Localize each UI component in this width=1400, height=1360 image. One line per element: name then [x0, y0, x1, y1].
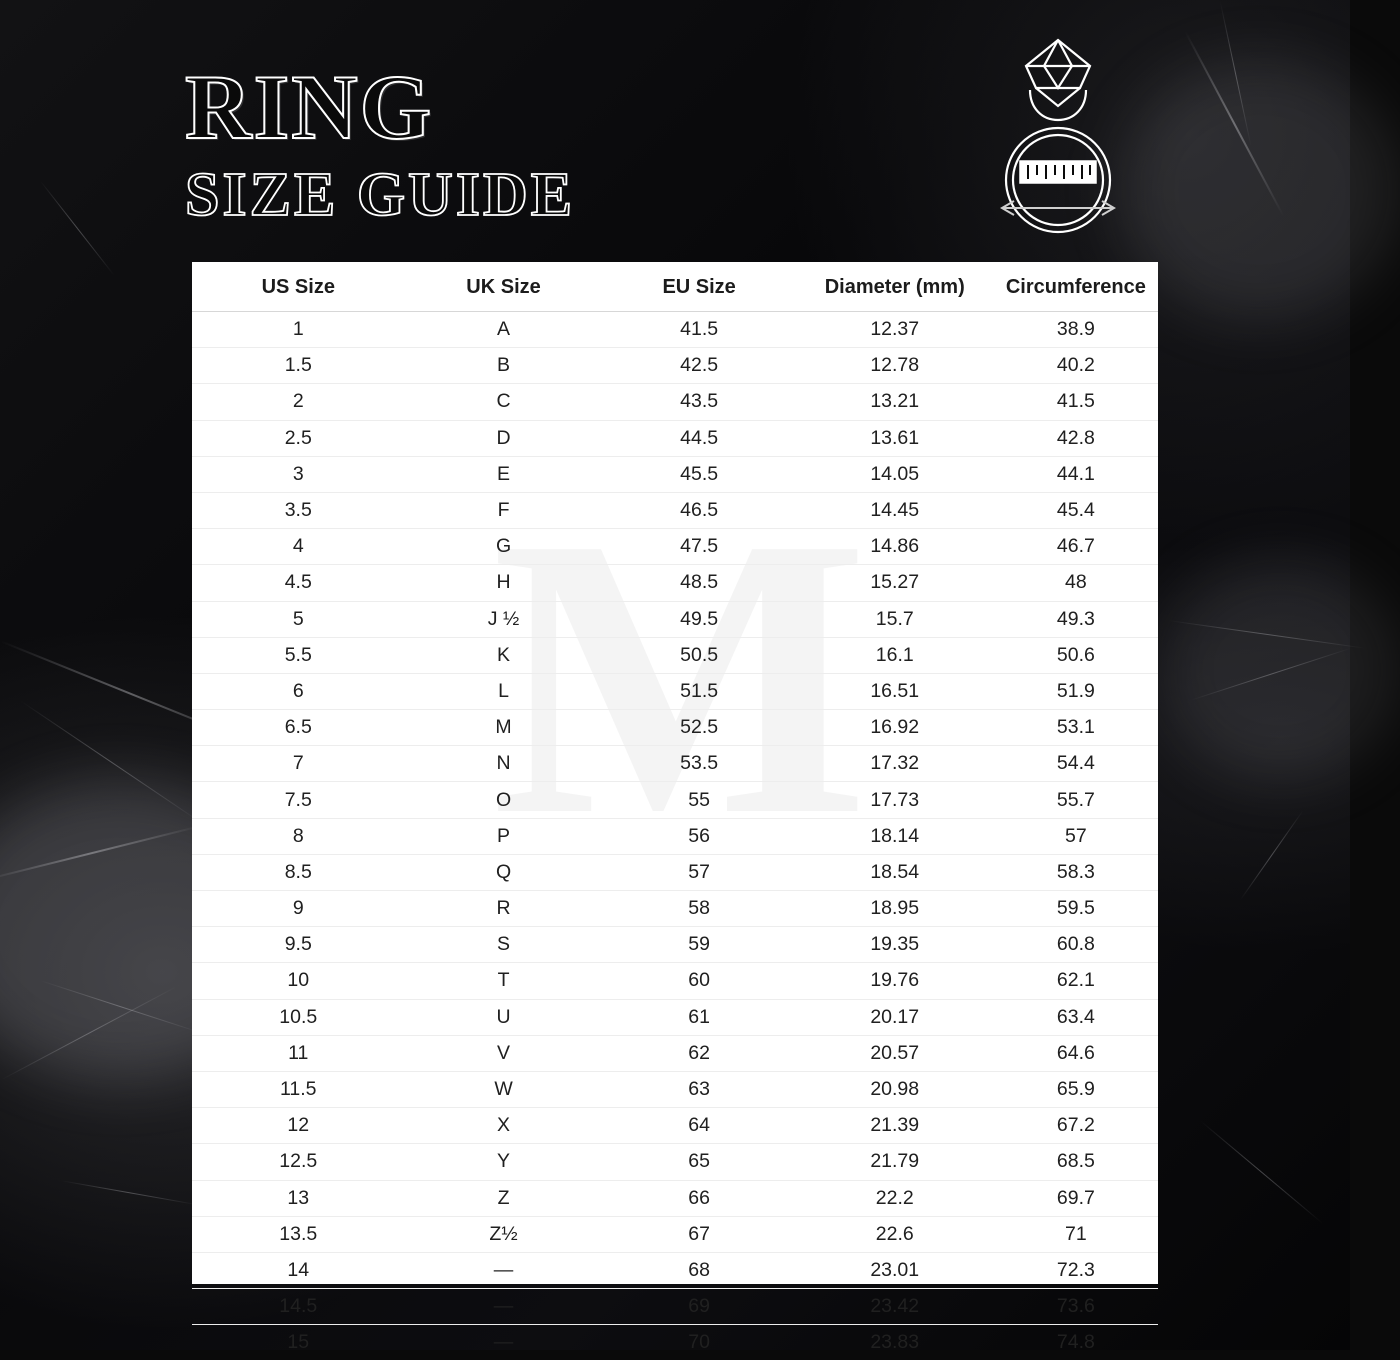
table-cell: 53.5	[603, 746, 796, 782]
column-header-diameter: Diameter (mm)	[796, 262, 994, 312]
table-cell: 51.9	[994, 673, 1158, 709]
table-cell: 64	[603, 1108, 796, 1144]
table-cell: 12.78	[796, 348, 994, 384]
marble-crack	[1200, 1120, 1323, 1224]
table-cell: 49.5	[603, 601, 796, 637]
table-row	[192, 348, 1158, 384]
table-cell: 64.6	[994, 1035, 1158, 1071]
marble-crack	[1240, 810, 1304, 901]
table-cell: 7.5	[192, 782, 405, 818]
table-cell: 71	[994, 1216, 1158, 1252]
table-row	[192, 384, 1158, 420]
table-cell: 8.5	[192, 854, 405, 890]
table-cell: 65	[603, 1144, 796, 1180]
table-cell: 70	[603, 1325, 796, 1360]
table-cell: 11	[192, 1035, 405, 1071]
table-cell: 10	[192, 963, 405, 999]
table-cell: 38.9	[994, 312, 1158, 348]
table-cell: 74.8	[994, 1325, 1158, 1360]
table-cell: 67.2	[994, 1108, 1158, 1144]
table-cell: 40.2	[994, 348, 1158, 384]
table-cell: 2.5	[192, 420, 405, 456]
table-cell: 57	[994, 818, 1158, 854]
table-cell: 3	[192, 456, 405, 492]
table-cell: 20.17	[796, 999, 994, 1035]
table-cell: 58.3	[994, 854, 1158, 890]
table-cell: 18.14	[796, 818, 994, 854]
table-cell: 73.6	[994, 1289, 1158, 1325]
table-row	[192, 963, 1158, 999]
table-cell: —	[405, 1252, 603, 1288]
marble-crack	[40, 180, 115, 275]
table-cell: K	[405, 637, 603, 673]
table-cell: 46.5	[603, 492, 796, 528]
table-cell: 11.5	[192, 1071, 405, 1107]
marble-veil	[1120, 60, 1400, 320]
table-cell: 69.7	[994, 1180, 1158, 1216]
table-cell: 54.4	[994, 746, 1158, 782]
table-cell: A	[405, 312, 603, 348]
table-cell: 57	[603, 854, 796, 890]
table-cell: 23.42	[796, 1289, 994, 1325]
table-cell: 65.9	[994, 1071, 1158, 1107]
column-header-uk-size: UK Size	[405, 262, 603, 312]
table-cell: 51.5	[603, 673, 796, 709]
table-cell: 6	[192, 673, 405, 709]
size-table-card	[192, 262, 1158, 1284]
table-row	[192, 456, 1158, 492]
table-cell: M	[405, 710, 603, 746]
table-cell: 15.7	[796, 601, 994, 637]
table-cell: 6.5	[192, 710, 405, 746]
table-cell: 60	[603, 963, 796, 999]
table-cell: W	[405, 1071, 603, 1107]
table-row	[192, 637, 1158, 673]
table-cell: 5	[192, 601, 405, 637]
title-line-1: RING	[185, 62, 575, 152]
table-row	[192, 927, 1158, 963]
table-row	[192, 601, 1158, 637]
table-cell: 14	[192, 1252, 405, 1288]
table-row	[192, 710, 1158, 746]
table-cell: F	[405, 492, 603, 528]
table-cell: 12	[192, 1108, 405, 1144]
table-cell: T	[405, 963, 603, 999]
table-cell: 53.1	[994, 710, 1158, 746]
table-cell: H	[405, 565, 603, 601]
table-row	[192, 312, 1158, 348]
table-cell: 41.5	[994, 384, 1158, 420]
table-cell: 10.5	[192, 999, 405, 1035]
column-header-eu-size: EU Size	[603, 262, 796, 312]
table-cell: 9	[192, 891, 405, 927]
table-row	[192, 746, 1158, 782]
table-cell: 48	[994, 565, 1158, 601]
table-cell: 13.61	[796, 420, 994, 456]
table-cell: 12.5	[192, 1144, 405, 1180]
table-cell: 20.57	[796, 1035, 994, 1071]
table-cell: 13.21	[796, 384, 994, 420]
table-row	[192, 1216, 1158, 1252]
table-cell: 45.4	[994, 492, 1158, 528]
table-cell: 4	[192, 529, 405, 565]
table-cell: 14.05	[796, 456, 994, 492]
table-cell: 50.5	[603, 637, 796, 673]
table-cell: 16.1	[796, 637, 994, 673]
table-row	[192, 1071, 1158, 1107]
table-cell: 47.5	[603, 529, 796, 565]
table-cell: V	[405, 1035, 603, 1071]
table-cell: 2	[192, 384, 405, 420]
table-cell: U	[405, 999, 603, 1035]
table-cell: N	[405, 746, 603, 782]
table-cell: O	[405, 782, 603, 818]
table-cell: 55	[603, 782, 796, 818]
table-row	[192, 782, 1158, 818]
table-cell: 15	[192, 1325, 405, 1360]
table-cell: 50.6	[994, 637, 1158, 673]
table-cell: Q	[405, 854, 603, 890]
table-cell: 62.1	[994, 963, 1158, 999]
table-cell: 46.7	[994, 529, 1158, 565]
table-cell: 41.5	[603, 312, 796, 348]
table-row	[192, 1108, 1158, 1144]
table-cell: 3.5	[192, 492, 405, 528]
table-cell: 48.5	[603, 565, 796, 601]
table-row	[192, 891, 1158, 927]
table-cell: —	[405, 1325, 603, 1360]
table-cell: X	[405, 1108, 603, 1144]
table-cell: L	[405, 673, 603, 709]
table-cell: 56	[603, 818, 796, 854]
table-header-row	[192, 262, 1158, 312]
table-cell: 20.98	[796, 1071, 994, 1107]
table-cell: 18.54	[796, 854, 994, 890]
table-cell: 1	[192, 312, 405, 348]
table-cell: 59	[603, 927, 796, 963]
table-cell: 21.79	[796, 1144, 994, 1180]
table-row	[192, 1252, 1158, 1288]
table-cell: 13.5	[192, 1216, 405, 1252]
table-cell: 61	[603, 999, 796, 1035]
table-cell: 69	[603, 1289, 796, 1325]
table-row	[192, 492, 1158, 528]
table-row	[192, 1180, 1158, 1216]
title-line-2: SIZE GUIDE	[185, 164, 575, 226]
table-cell: 19.35	[796, 927, 994, 963]
page-title	[185, 62, 575, 226]
table-row	[192, 565, 1158, 601]
table-cell: 14.45	[796, 492, 994, 528]
ring-size-table	[192, 262, 1158, 1360]
marble-crack	[60, 1180, 198, 1205]
table-cell: 63	[603, 1071, 796, 1107]
table-row	[192, 673, 1158, 709]
table-cell: 23.83	[796, 1325, 994, 1360]
table-cell: 18.95	[796, 891, 994, 927]
table-cell: 55.7	[994, 782, 1158, 818]
table-cell: P	[405, 818, 603, 854]
table-cell: S	[405, 927, 603, 963]
table-cell: 44.1	[994, 456, 1158, 492]
table-cell: 60.8	[994, 927, 1158, 963]
table-cell: 52.5	[603, 710, 796, 746]
table-cell: 68.5	[994, 1144, 1158, 1180]
table-cell: 43.5	[603, 384, 796, 420]
table-cell: 16.51	[796, 673, 994, 709]
table-cell: 23.01	[796, 1252, 994, 1288]
table-cell: 8	[192, 818, 405, 854]
table-cell: 15.27	[796, 565, 994, 601]
table-cell: Y	[405, 1144, 603, 1180]
table-cell: 5.5	[192, 637, 405, 673]
table-cell: B	[405, 348, 603, 384]
table-cell: 19.76	[796, 963, 994, 999]
table-cell: 67	[603, 1216, 796, 1252]
table-cell: Z½	[405, 1216, 603, 1252]
table-cell: 12.37	[796, 312, 994, 348]
table-cell: 7	[192, 746, 405, 782]
table-cell: E	[405, 456, 603, 492]
table-cell: 16.92	[796, 710, 994, 746]
table-cell: 45.5	[603, 456, 796, 492]
table-row	[192, 420, 1158, 456]
table-cell: R	[405, 891, 603, 927]
table-cell: J ½	[405, 601, 603, 637]
table-cell: 17.73	[796, 782, 994, 818]
column-header-us-size: US Size	[192, 262, 405, 312]
diamond-ring-icon	[958, 28, 1158, 248]
table-cell: 72.3	[994, 1252, 1158, 1288]
table-cell: 42.8	[994, 420, 1158, 456]
table-cell: 42.5	[603, 348, 796, 384]
column-header-circumference: Circumference	[994, 262, 1158, 312]
table-cell: 59.5	[994, 891, 1158, 927]
table-cell: —	[405, 1289, 603, 1325]
table-cell: 49.3	[994, 601, 1158, 637]
table-cell: 1.5	[192, 348, 405, 384]
table-row	[192, 854, 1158, 890]
table-row	[192, 529, 1158, 565]
table-body	[192, 312, 1158, 1360]
table-cell: Z	[405, 1180, 603, 1216]
table-cell: 63.4	[994, 999, 1158, 1035]
table-cell: 17.32	[796, 746, 994, 782]
table-cell: 22.6	[796, 1216, 994, 1252]
table-cell: 22.2	[796, 1180, 994, 1216]
table-cell: 4.5	[192, 565, 405, 601]
table-row	[192, 1144, 1158, 1180]
table-cell: 9.5	[192, 927, 405, 963]
table-cell: 13	[192, 1180, 405, 1216]
table-cell: 21.39	[796, 1108, 994, 1144]
table-cell: 66	[603, 1180, 796, 1216]
table-row	[192, 999, 1158, 1035]
table-cell: G	[405, 529, 603, 565]
table-row	[192, 1035, 1158, 1071]
table-cell: 14.5	[192, 1289, 405, 1325]
table-row	[192, 1325, 1158, 1360]
table-cell: 44.5	[603, 420, 796, 456]
table-cell: 68	[603, 1252, 796, 1288]
table-cell: C	[405, 384, 603, 420]
table-row	[192, 1289, 1158, 1325]
table-cell: D	[405, 420, 603, 456]
table-cell: 62	[603, 1035, 796, 1071]
table-row	[192, 818, 1158, 854]
table-cell: 58	[603, 891, 796, 927]
table-cell: 14.86	[796, 529, 994, 565]
